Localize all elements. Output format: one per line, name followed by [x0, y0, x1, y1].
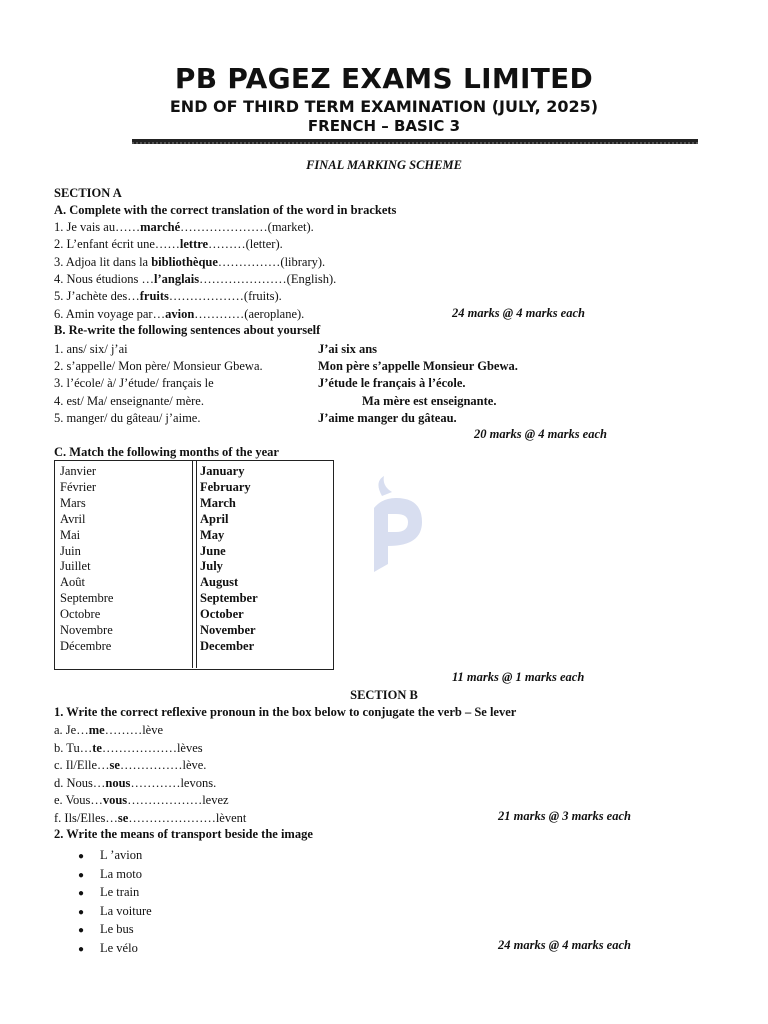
part-a-item-text: 1. Je vais au……	[54, 220, 141, 234]
q1-item-blank: …………………lèvent	[128, 811, 247, 825]
month-english: August	[200, 575, 239, 590]
month-english: February	[200, 479, 251, 494]
exam-title: END OF THIRD TERM EXAMINATION (JULY, 2025)	[169, 97, 599, 116]
q2-list	[78, 846, 152, 957]
bullet-icon: ●	[78, 869, 85, 881]
part-a-item-blank: …………(aeroplane).	[194, 306, 305, 321]
q1-marks: 21 marks @ 3 marks each	[498, 809, 631, 823]
month-english: September	[200, 591, 258, 606]
q1-item-blank: ………………lèves	[101, 740, 203, 755]
scheme-title: FINAL MARKING SCHEME	[306, 158, 462, 172]
q1-item-text: f. Ils/Elles…	[54, 811, 118, 825]
month-english: May	[200, 527, 225, 542]
bullet-icon: ●	[78, 888, 85, 899]
transport-item	[78, 939, 152, 958]
month-french: Octobre	[60, 607, 101, 622]
month-english: December	[200, 638, 255, 653]
transport-item	[78, 883, 152, 902]
part-a-item	[54, 220, 314, 235]
transport-label: Le vélo	[100, 940, 138, 955]
part-b-prompt: 1. ans/ six/ j’ai	[54, 342, 128, 356]
q2-marks: 24 marks @ 4 marks each	[498, 938, 631, 952]
part-a-item-blank: …………………(English).	[199, 271, 337, 286]
part-a-instruction: A. Complete with the correct translation of the word in brackets	[54, 203, 397, 217]
transport-item	[78, 902, 152, 921]
q1-item	[54, 776, 216, 791]
part-b-prompt: 3. l’école/ à/ J’étude/ français le	[54, 376, 214, 391]
month-french: Décembre	[60, 638, 112, 653]
month-french: Février	[60, 479, 97, 494]
month-english: July	[200, 559, 223, 574]
month-english: June	[200, 543, 226, 558]
q1-item	[54, 793, 229, 808]
part-b-prompt: 2. s’appelle/ Mon père/ Monsieur Gbewa.	[54, 359, 263, 374]
part-a-item-answer: lettre	[179, 237, 209, 252]
part-b-answer: J’ai six ans	[318, 342, 378, 356]
month-english: March	[200, 495, 236, 510]
part-a-item-answer: avion	[165, 306, 195, 321]
part-a-item-text: 3. Adjoa lit dans la	[54, 254, 152, 269]
part-b-instruction: B. Re-write the following sentences about yourself	[54, 323, 321, 337]
month-english: January	[200, 464, 245, 478]
section-a-title: SECTION A	[54, 186, 122, 200]
q1-item-text: e. Vous…	[54, 793, 103, 808]
q1-item-text: b. Tu…	[54, 740, 93, 755]
transport-item	[78, 865, 152, 884]
part-b-answer: J’aime manger du gâteau.	[318, 410, 457, 425]
subject-title: FRENCH – BASIC 3	[307, 117, 461, 135]
part-a-item-blank: ……………(library).	[217, 254, 326, 269]
q1-item-blank: ……………lève.	[119, 758, 207, 773]
q1-item-blank: …………levons.	[130, 775, 217, 790]
month-french: Août	[60, 575, 85, 590]
q1-item-text: a. Je…	[54, 723, 89, 737]
month-english: November	[200, 623, 256, 637]
q1-item	[54, 741, 203, 756]
month-french: Septembre	[60, 591, 114, 606]
school-name: PB PAGEZ EXAMS LIMITED	[174, 62, 594, 95]
transport-label: L ’avion	[100, 848, 143, 862]
q1-item-answer: te	[92, 740, 102, 755]
part-a-item-text: 4. Nous étudions …	[54, 271, 154, 286]
months-table-divider	[192, 460, 197, 668]
transport-label: La voiture	[100, 903, 152, 918]
q1-item-answer: vous	[102, 793, 128, 808]
part-b-answer: J’étude le français à l’école.	[318, 376, 466, 391]
header-rule	[132, 139, 698, 144]
part-c-instruction: C. Match the following months of the year	[54, 445, 279, 459]
part-a-item-blank: ………(letter).	[208, 237, 283, 252]
part-a-item-blank: ………………(fruits).	[168, 289, 282, 304]
transport-label: Le bus	[100, 922, 134, 936]
transport-item	[78, 846, 152, 865]
part-b-answer: Mon père s’appelle Monsieur Gbewa.	[318, 359, 518, 374]
month-french: Mars	[60, 495, 86, 510]
part-b-prompt: 5. manger/ du gâteau/ j’aime.	[54, 410, 201, 425]
q1-item-text: c. Il/Elle…	[54, 758, 110, 773]
transport-label: La moto	[100, 866, 143, 881]
q2-instruction: 2. Write the means of transport beside the image	[54, 827, 313, 841]
transport-item	[78, 920, 152, 939]
part-a-item	[54, 255, 325, 270]
bullet-icon: ●	[78, 943, 85, 955]
part-a-item	[54, 307, 304, 322]
month-english: October	[200, 607, 244, 622]
month-french: Juillet	[60, 559, 91, 574]
month-french: Mai	[60, 527, 81, 542]
q1-item-blank: ………………levez	[127, 793, 229, 808]
watermark-logo-icon	[352, 474, 432, 578]
q1-item-answer: se	[109, 758, 120, 773]
part-a-item-answer: marché	[140, 220, 181, 234]
q1-item	[54, 758, 206, 773]
q1-item	[54, 723, 163, 738]
part-a-item	[54, 289, 282, 304]
month-english: April	[200, 511, 229, 526]
bullet-icon: ●	[78, 925, 85, 936]
q1-item-blank: ………lève	[104, 723, 164, 737]
month-french: Novembre	[60, 623, 113, 637]
part-a-item-text: 2. L’enfant écrit une……	[54, 237, 180, 252]
part-a-item	[54, 272, 336, 287]
part-b-marks: 20 marks @ 4 marks each	[474, 427, 607, 441]
part-b-answer: Ma mère est enseignante.	[362, 393, 497, 408]
section-b-title: SECTION B	[350, 688, 418, 702]
part-a-item-answer: l’anglais	[154, 271, 200, 286]
part-a-item-text: 6. Amin voyage par…	[54, 306, 166, 321]
part-a-item	[54, 237, 283, 252]
part-c-marks: 11 marks @ 1 marks each	[452, 670, 585, 684]
q1-item-answer: nous	[105, 775, 131, 790]
q1-item-answer: se	[117, 811, 129, 825]
month-french: Juin	[60, 543, 81, 558]
part-a-marks: 24 marks @ 4 marks each	[452, 306, 585, 320]
part-a-item-blank: …………………(market).	[180, 220, 314, 234]
bullet-icon: ●	[78, 851, 85, 862]
transport-label: Le train	[100, 885, 140, 899]
part-b-prompt: 4. est/ Ma/ enseignante/ mère.	[54, 393, 204, 408]
part-a-item-answer: bibliothèque	[151, 254, 218, 269]
part-a-item-answer: fruits	[139, 289, 169, 304]
q1-item-text: d. Nous…	[54, 775, 106, 790]
q1-instruction: 1. Write the correct reflexive pronoun in the box below to conjugate the verb – Se lever	[54, 705, 517, 719]
q1-item-answer: me	[88, 723, 105, 737]
month-french: Avril	[60, 511, 86, 526]
month-french: Janvier	[60, 464, 97, 478]
part-a-item-text: 5. J’achète des…	[54, 289, 140, 304]
q1-item	[54, 811, 246, 826]
bullet-icon: ●	[78, 906, 85, 918]
